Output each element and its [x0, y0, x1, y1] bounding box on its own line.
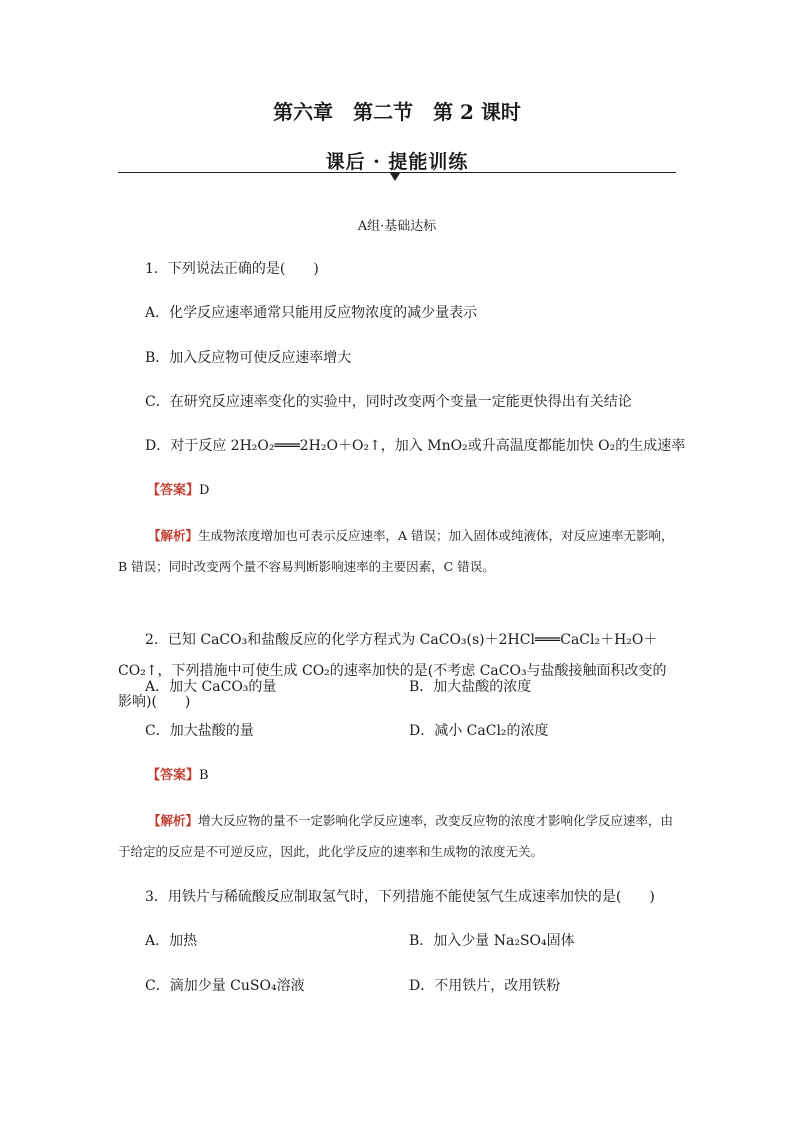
answer-tag: 【答案】: [147, 768, 200, 783]
q1-option-d: D．对于反应 2H₂O₂═══2H₂O＋O₂↑，加入 MnO₂或升高温度都能加快 O₂的生成速率: [145, 438, 686, 454]
q2-answer: [147, 767, 209, 785]
q1-answer-value: D: [199, 483, 210, 498]
q3-option-d: D．不用铁片，改用铁粉: [409, 978, 561, 994]
explanation-tag: 【解析】: [148, 528, 199, 543]
q2-explanation: [118, 805, 678, 867]
q2-option-c: C．加大盐酸的量: [145, 723, 254, 739]
q2-stem: 2．已知 CaCO₃和盐酸反应的化学方程式为 CaCO₃(s)＋2HCl═══CaCl₂＋H₂O＋CO₂↑，下列措施中可使生成 CO₂的速率加快的是(不考虑 CaCO₃与盐酸接触面积改变的影响)( ): [118, 632, 667, 710]
q1-stem: 1．下列说法正确的是( ): [145, 261, 319, 277]
lesson-label: 第 2 课时: [433, 100, 521, 124]
divider-marker-icon: [390, 173, 400, 181]
q1-explanation-text: 生成物浓度增加也可表示反应速率，A 错误；加入固体或纯液体，对反应速率无影响，B 错误；同时改变两个量不容易判断影响速率的主要因素，C 错误。: [118, 528, 674, 574]
q3-option-c: C．滴加少量 CuSO₄溶液: [145, 978, 305, 994]
chapter-label: 第六章: [273, 100, 334, 124]
q2-explanation-text: 增大反应物的量不一定影响化学反应速率，改变反应物的浓度才影响化学反应速率，由于给定的反应是不可逆反应，因此，此化学反应的速率和生成物的浓度无关。: [118, 813, 674, 859]
q1-answer: [147, 482, 209, 500]
q3-stem: 3．用铁片与稀硫酸反应制取氢气时，下列措施不能使氢气生成速率加快的是( ): [145, 889, 655, 905]
q1-option-c: C．在研究反应速率变化的实验中，同时改变两个变量一定能更快得出有关结论: [145, 394, 632, 410]
q1-option-b: B．加入反应物可使反应速率增大: [145, 350, 352, 366]
page-subtitle: 课后 · 提能训练: [325, 151, 469, 173]
q1-explanation: [118, 520, 678, 582]
q3-option-b: B．加入少量 Na₂SO₄固体: [409, 933, 575, 949]
q2-answer-value: B: [199, 768, 209, 783]
q2-option-b: B．加大盐酸的浓度: [409, 679, 532, 695]
group-title: A组·基础达标: [357, 219, 437, 234]
q2-option-d: D．减小 CaCl₂的浓度: [409, 723, 549, 739]
section-label: 第二节: [353, 100, 414, 124]
q1-option-a: A．化学反应速率通常只能用反应物浓度的减少量表示: [145, 305, 478, 321]
answer-tag: 【答案】: [147, 483, 200, 498]
q3-option-a: A．加热: [145, 933, 198, 949]
page-title: [0, 96, 794, 125]
explanation-tag: 【解析】: [148, 813, 199, 828]
q2-option-a: A．加大 CaCO₃的量: [145, 679, 277, 695]
